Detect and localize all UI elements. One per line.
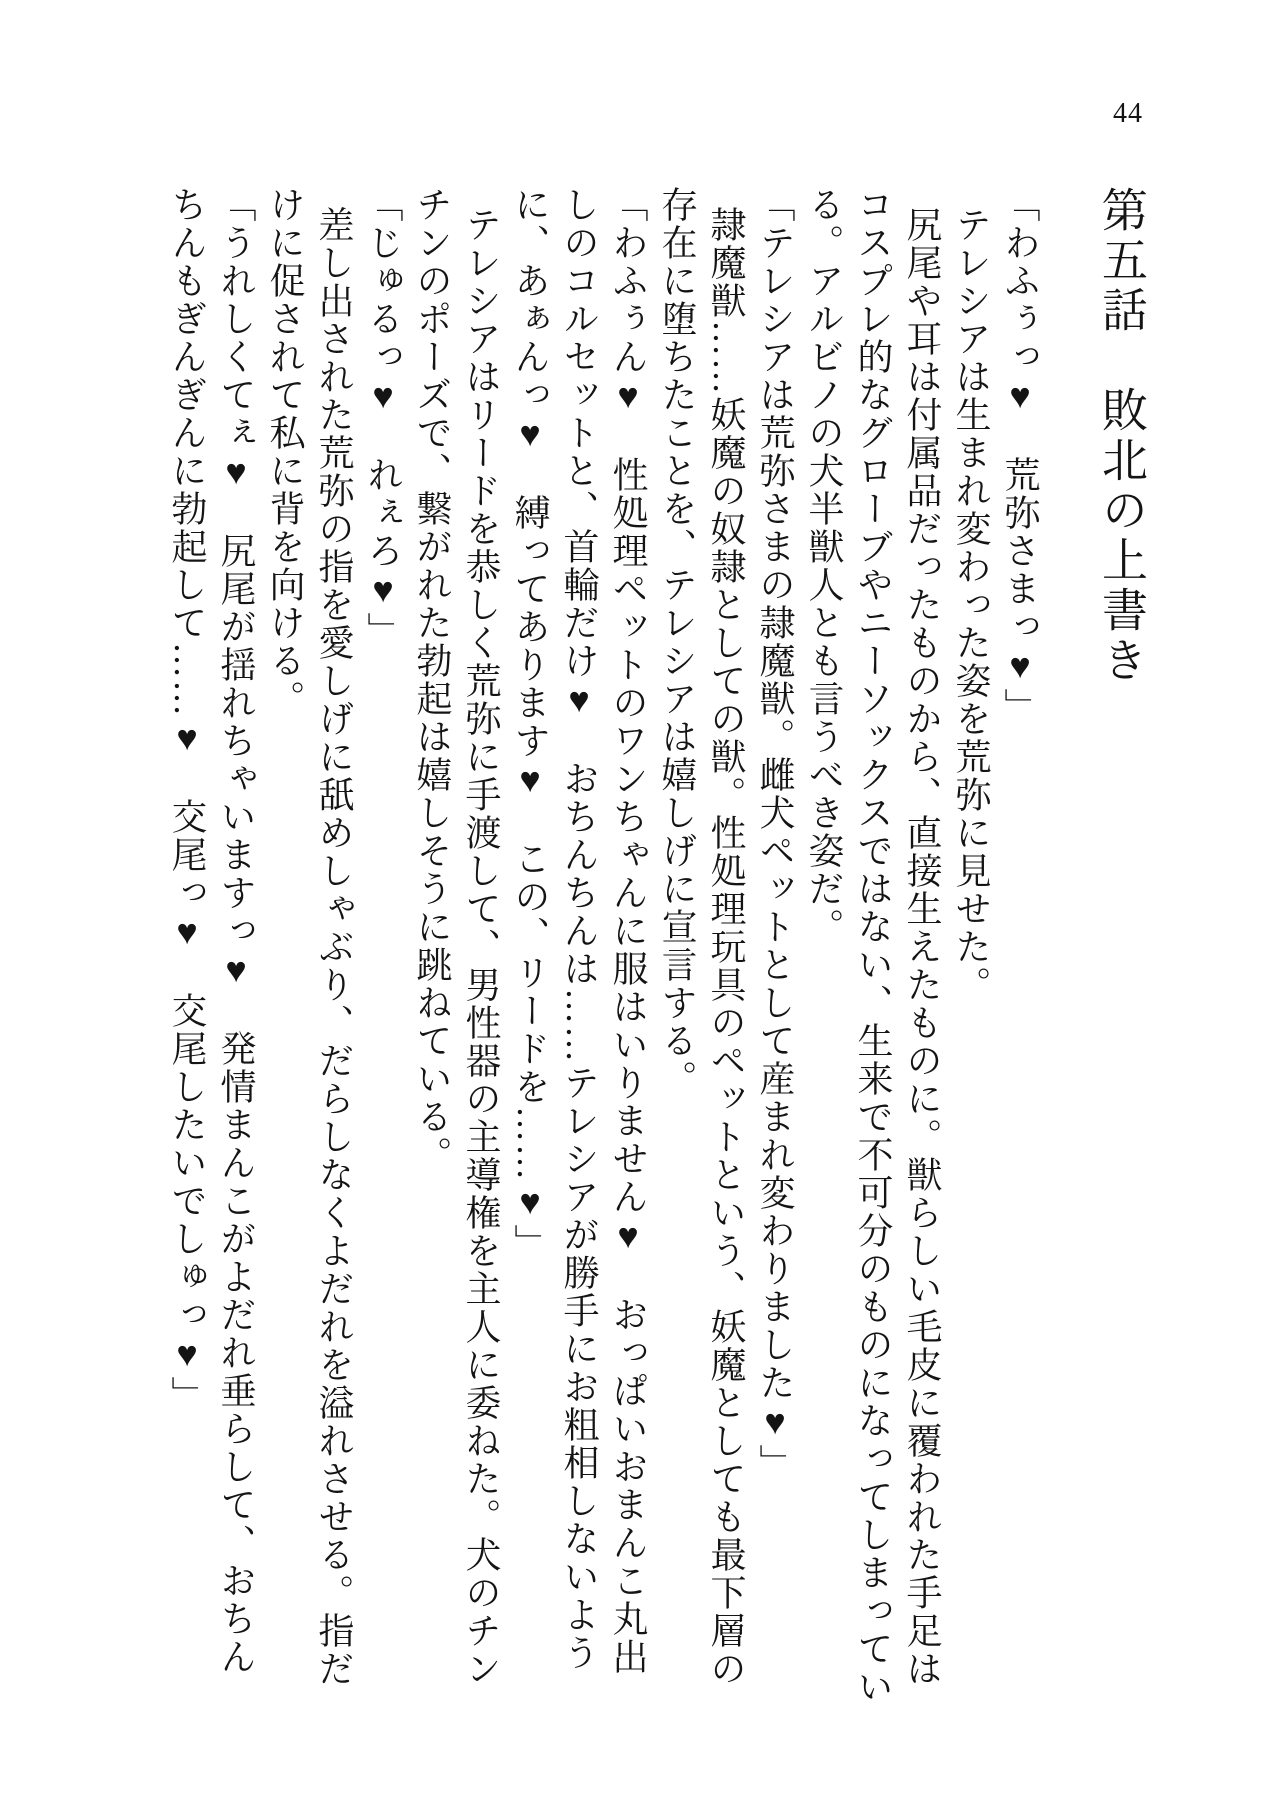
- paragraph-dialogue: 「わふぅっ♥ 荒弥さまっ♥」: [1000, 186, 1040, 726]
- page-number: 44: [1113, 98, 1143, 129]
- paragraph-narration: 差し出された荒弥の指を愛しげに舐めしゃぶり、だらしなくよだれを溢れさせる。指だけに促されて私に背を向ける。: [265, 186, 354, 1688]
- paragraph-dialogue: 「テレシアは荒弥さまの隷魔獣。雌犬ペットとして産まれ変わりました♥」: [755, 186, 795, 1482]
- paragraph-dialogue: 「わふぅん♥ 性処理ペットのワンちゃんに服はいりません♥ おっぱいおまんこ丸出しのコルセットと、首輪だけ♥ おちんちんは……テレシアが勝手にお粗相しないように、あぁんっ♥ 縛ってあります♥ この、リードを……♥」: [510, 186, 648, 1676]
- chapter-title: 第五話 敗北の上書き: [1096, 186, 1147, 686]
- paragraph-narration: テレシアはリードを恭しく荒弥に手渡して、男性器の主導権を主人に委ねた。犬のチンチンのポーズで、繋がれた勃起は嬉しそうに跳ねている。: [412, 186, 501, 1688]
- paragraph-narration: テレシアは生まれ変わった姿を荒弥に見せた。: [951, 206, 991, 1004]
- paragraph-dialogue: 「うれしくてぇ♥ 尻尾が揺れちゃいますっ♥ 発情まんこがよだれ垂らして、おちんちんもぎんぎんに勃起して……♥ 交尾っ♥ 交尾したいでしゅっ♥」: [167, 186, 256, 1676]
- paragraph-narration: 尻尾や耳は付属品だったものから、直接生えたものに。獣らしい毛皮に覆われた手足はコスプレ的なグローブやニーソックスではない、生来で不可分のものになってしまっている。アルビノの犬半獣人とも言うべき姿だ。: [804, 186, 942, 1706]
- paragraph-dialogue: 「じゅるっ♥ れぇろ♥」: [363, 186, 403, 650]
- paragraph-narration: 隷魔獣……妖魔の奴隷としての獣。性処理玩具のペットという、妖魔としても最下層の存在に堕ちたことを、テレシアは嬉しげに宣言する。: [657, 186, 746, 1688]
- page-text-block: [162, 186, 1148, 1708]
